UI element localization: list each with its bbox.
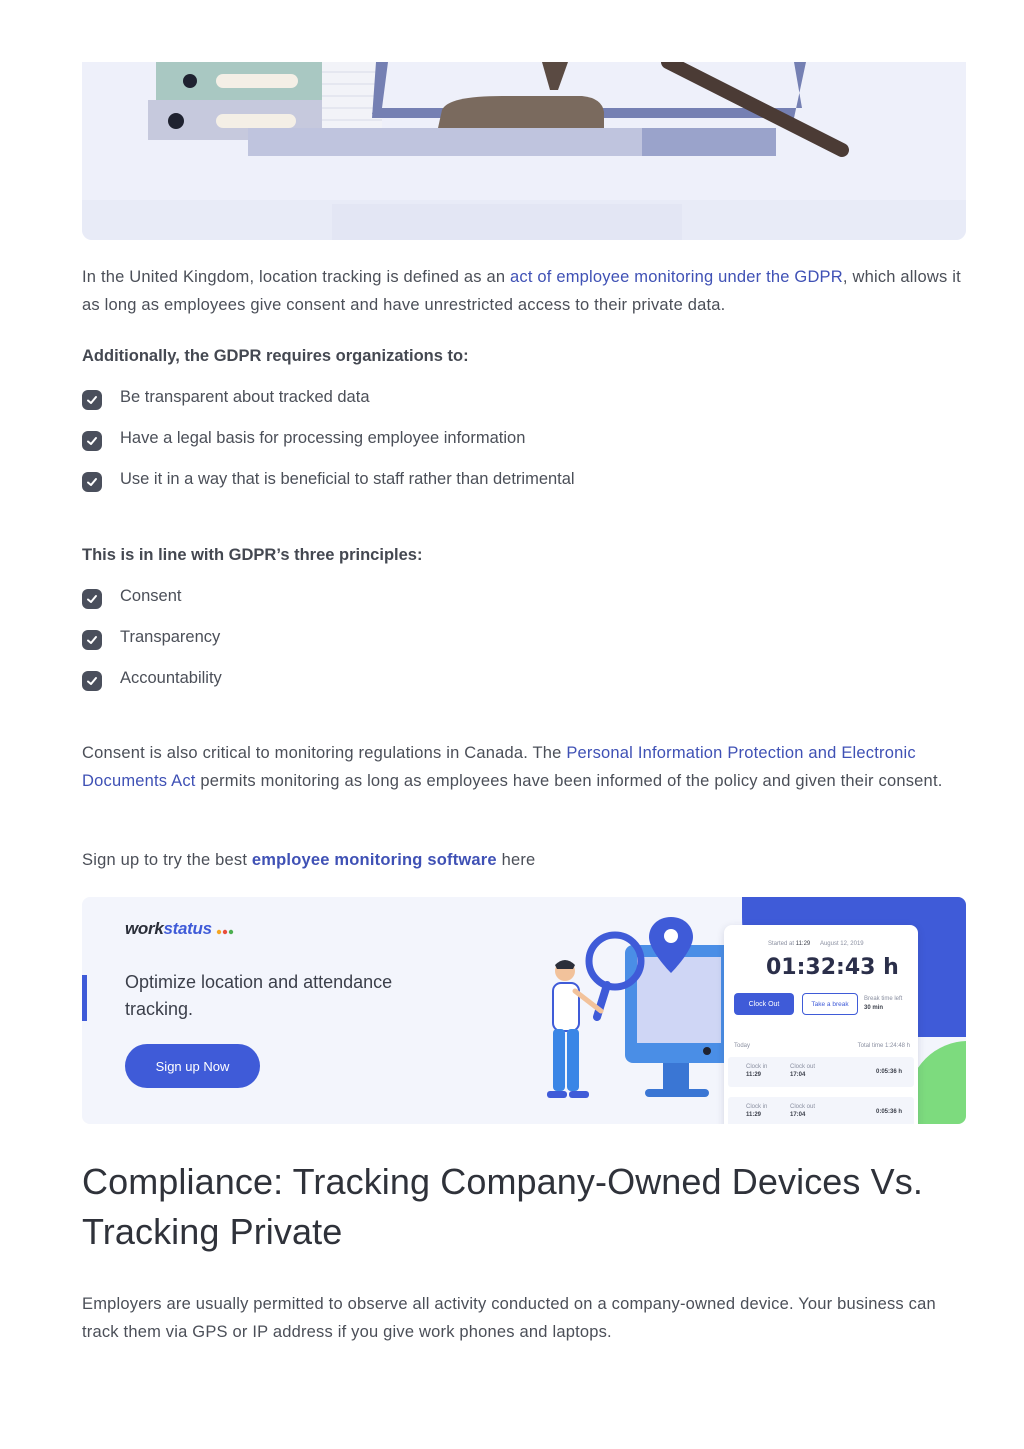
started-date: August 12, 2019 — [819, 941, 864, 947]
total-label: Total time — [857, 1043, 884, 1049]
table-row — [728, 1097, 914, 1124]
list-item — [82, 383, 966, 411]
break-info — [864, 995, 902, 1013]
principles-checklist — [82, 582, 966, 692]
hero-illustration — [82, 62, 966, 240]
check-icon — [82, 390, 102, 410]
logo-dots-icon — [216, 920, 234, 926]
break-label: Break time left — [864, 996, 903, 1002]
uk-text-after: , which allows it as long as employees give consent and have unrestricted access to their private data. — [82, 268, 961, 314]
clock-out-label: Clock out — [790, 1104, 816, 1110]
list-item-text: Be transparent about tracked data — [120, 388, 370, 406]
signup-now-button[interactable] — [125, 1044, 260, 1088]
canada-paragraph-block — [82, 739, 966, 795]
list-item — [82, 582, 966, 610]
clock-out-label: Clock Out — [748, 1000, 780, 1008]
compliance-title-line-1: Compliance: Tracking Company-Owned Devices Vs. — [82, 1161, 923, 1202]
list-item-text: Use it in a way that is beneficial to staff rather than detrimental — [120, 470, 575, 488]
list-item — [82, 424, 966, 452]
signup-paragraph — [82, 846, 966, 874]
timer-display: 01:32:43 h — [766, 955, 899, 980]
today-row — [734, 1043, 910, 1049]
signup-paragraph-block — [82, 846, 966, 874]
break-value: 30 min — [864, 1005, 884, 1011]
duration-value: 0:05:36 h — [875, 1069, 902, 1075]
clock-in-label: Clock in — [746, 1104, 768, 1110]
canada-text-before: Consent is also critical to monitoring regulations in Canada. The — [82, 744, 567, 762]
tracking-illustration — [537, 911, 737, 1121]
check-icon — [82, 630, 102, 650]
compliance-paragraph: Employers are usually permitted to observe all activity conducted on a company-owned device. Your business can track them via GPS or IP address if you give work phones and laptops. — [82, 1295, 936, 1341]
clock-out-value: 17:04 — [790, 1112, 806, 1118]
signup-text-before: Sign up to try the best — [82, 851, 252, 869]
monitoring-software-link[interactable]: employee monitoring software — [251, 851, 497, 869]
canada-paragraph — [82, 739, 966, 795]
list-item-text: Consent — [120, 587, 182, 605]
clock-out-button[interactable] — [734, 993, 794, 1015]
compliance-heading — [82, 1157, 966, 1257]
list-item-text: Have a legal basis for processing employee information — [120, 429, 526, 447]
list-item-text: Accountability — [120, 669, 222, 687]
gdpr-requirements — [82, 342, 966, 506]
timer-card — [724, 925, 918, 1124]
banner-headline — [125, 969, 392, 1023]
clock-in-value: 11:29 — [746, 1072, 762, 1078]
gdpr-illustration — [82, 62, 966, 240]
compliance-section — [82, 1157, 966, 1257]
clock-out-label: Clock out — [790, 1064, 816, 1070]
headline-line-1: Optimize location and attendance — [125, 972, 393, 992]
check-icon — [82, 472, 102, 492]
take-break-button[interactable] — [802, 993, 858, 1015]
uk-text-before: In the United Kingdom, location tracking is defined as an — [82, 268, 511, 286]
started-info — [768, 941, 864, 947]
gdpr-checklist — [82, 383, 966, 493]
pipeda-link[interactable]: Personal Information Protection and Electronic Documents Act — [82, 744, 916, 790]
gdpr-monitoring-link[interactable]: act of employee monitoring under the GDPR — [510, 268, 843, 286]
check-icon — [82, 589, 102, 609]
started-label: Started at — [768, 941, 795, 947]
uk-paragraph-block — [82, 263, 966, 319]
list-item-text: Transparency — [120, 628, 221, 646]
list-item — [82, 465, 966, 493]
check-icon — [82, 431, 102, 451]
compliance-title-line-2: Tracking Private — [82, 1211, 343, 1252]
duration-value: 0:05:36 h — [875, 1109, 902, 1115]
logo-work: work — [125, 919, 164, 938]
banner-accent-bar — [82, 975, 87, 1021]
clock-out-value: 17:04 — [790, 1072, 806, 1078]
list-item — [82, 623, 966, 651]
logo-status: status — [163, 919, 212, 938]
clock-in-label: Clock in — [746, 1064, 768, 1070]
take-break-label: Take a break — [811, 1000, 849, 1008]
total-value: 1:24:48 h — [884, 1043, 910, 1049]
clock-in-value: 11:29 — [746, 1112, 762, 1118]
list-item — [82, 664, 966, 692]
table-row — [728, 1057, 914, 1087]
compliance-body-block — [82, 1290, 966, 1346]
today-label: Today — [734, 1043, 751, 1049]
gdpr-heading: Additionally, the GDPR requires organizations to: — [82, 347, 469, 365]
signup-text-after: here — [496, 851, 536, 869]
signup-now-label: Sign up Now — [155, 1058, 230, 1074]
uk-paragraph — [82, 263, 966, 319]
started-time: 11:29 — [795, 941, 811, 947]
headline-line-2: tracking. — [125, 999, 194, 1019]
check-icon — [82, 671, 102, 691]
gdpr-principles — [82, 541, 966, 705]
canada-text-after: permits monitoring as long as employees have been informed of the policy and given their consent. — [195, 772, 943, 790]
workstatus-logo — [125, 919, 234, 939]
principles-heading: This is in line with GDPR’s three principles: — [82, 546, 423, 564]
workstatus-banner[interactable] — [82, 897, 966, 1124]
